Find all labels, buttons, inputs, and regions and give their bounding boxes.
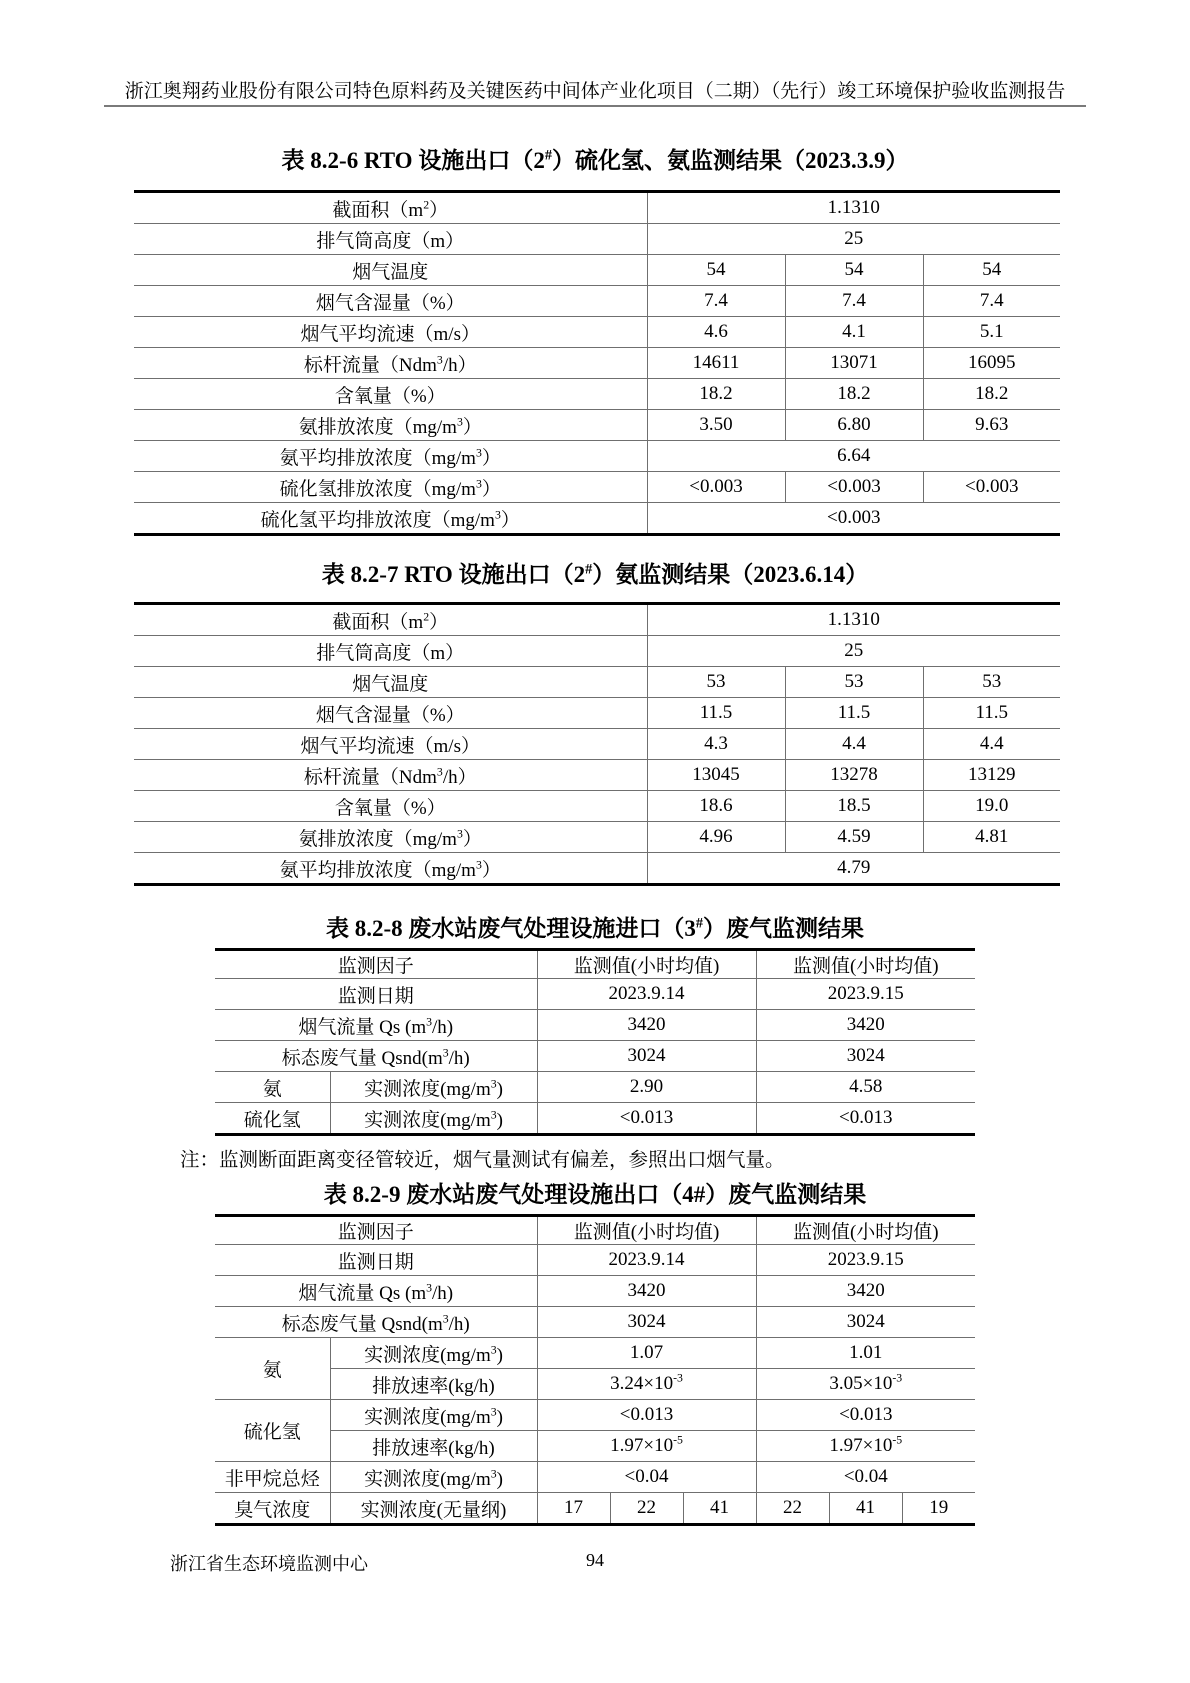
value-cell: 1.1310 (647, 604, 1060, 636)
row-label: 氨平均排放浓度$(mg/m^3)$ (134, 853, 647, 885)
row-group-label: 非甲烷总烃 (215, 1462, 330, 1493)
value-cell: 2023.9.15 (756, 1245, 975, 1276)
table-8-2-8-note: 注：监测断面距离变径管较近，烟气量测试有偏差，参照出口烟气量。 (180, 1150, 785, 1171)
row-label: 烟气平均流速（m/s） (134, 317, 647, 348)
row-label: 实测浓度$(mg/m^3)$ (330, 1462, 537, 1493)
row-label: 烟气温度 (134, 255, 647, 286)
table-row (215, 950, 975, 979)
table-row (215, 979, 975, 1010)
value-cell: 14611 (647, 348, 785, 379)
table-row (134, 698, 1060, 729)
table-row (215, 1338, 975, 1369)
column-header: 监测值(小时均值) (537, 1216, 756, 1245)
value-cell: 54 (647, 255, 785, 286)
table-8-2-9 (215, 1214, 975, 1526)
value-cell: 3024 (537, 1307, 756, 1338)
value-cell: 18.2 (785, 379, 923, 410)
value-cell: 13045 (647, 760, 785, 791)
table-row (215, 1010, 975, 1041)
value-cell: 19 (902, 1493, 975, 1525)
value-cell: 4.1 (785, 317, 923, 348)
value-cell: 18.2 (923, 379, 1060, 410)
value-cell: $3.05\times 10^{-3}$ (756, 1369, 975, 1400)
value-cell: 4.58 (756, 1072, 975, 1103)
table-8-2-7-title: 表 8.2-7 RTO 设施出口（2#）氨监测结果（2023.6.14） (321, 561, 869, 587)
table-8-2-8-title: 表 8.2-8 废水站废气处理设施进口（3#）废气监测结果 (325, 915, 865, 941)
table-row (215, 1462, 975, 1493)
value-cell: <0.003 (647, 503, 1060, 535)
row-group-label: 氨 (215, 1072, 330, 1103)
value-cell: $3.24\times 10^{-3}$ (537, 1369, 756, 1400)
table-8-2-8 (215, 948, 975, 1136)
value-cell: 16095 (923, 348, 1060, 379)
value-cell: <0.003 (923, 472, 1060, 503)
row-label: 排放速率(kg/h) (330, 1431, 537, 1462)
row-label: 含氧量（%） (134, 791, 647, 822)
value-cell: 9.63 (923, 410, 1060, 441)
value-cell: 6.80 (785, 410, 923, 441)
row-group-label: 硫化氢 (215, 1400, 330, 1462)
column-header: 监测值(小时均值) (756, 950, 975, 979)
row-label: 截面积$(m^2)$ (134, 604, 647, 636)
value-cell: <0.013 (756, 1103, 975, 1135)
table-row (215, 1041, 975, 1072)
column-header: 监测因子 (215, 1216, 537, 1245)
value-cell: 3420 (537, 1276, 756, 1307)
column-header: 监测因子 (215, 950, 537, 979)
value-cell: 11.5 (647, 698, 785, 729)
row-group-label: 臭气浓度 (215, 1493, 330, 1525)
value-cell: 18.2 (647, 379, 785, 410)
value-cell: 11.5 (785, 698, 923, 729)
table-row (134, 822, 1060, 853)
value-cell: 22 (756, 1493, 829, 1525)
value-cell: 54 (923, 255, 1060, 286)
value-cell: 4.81 (923, 822, 1060, 853)
value-cell: 41 (829, 1493, 902, 1525)
value-cell: 5.1 (923, 317, 1060, 348)
value-cell: 13278 (785, 760, 923, 791)
table-row (215, 1400, 975, 1431)
value-cell: $1.97\times 10^{-5}$ (756, 1431, 975, 1462)
row-label: 标杆流量（Ndm$^3$/h） (134, 760, 647, 791)
table-row (215, 1493, 975, 1525)
value-cell: 1.07 (537, 1338, 756, 1369)
value-cell: <0.013 (537, 1400, 756, 1431)
row-label: 氨排放浓度$(mg/m^3)$ (134, 822, 647, 853)
page-header: 浙江奥翔药业股份有限公司特色原料药及关键医药中间体产业化项目（二期）（先行）竣工环境保护验收监测报告 (124, 81, 1066, 102)
value-cell: 2023.9.15 (756, 979, 975, 1010)
row-label: 实测浓度$(mg/m^3)$ (330, 1103, 537, 1135)
row-label: 排气筒高度（m） (134, 636, 647, 667)
row-label: 烟气含湿量（%） (134, 286, 647, 317)
table-row (215, 1307, 975, 1338)
row-label: 烟气含湿量（%） (134, 698, 647, 729)
table-row (215, 1216, 975, 1245)
column-header: 监测值(小时均值) (756, 1216, 975, 1245)
table-row (134, 255, 1060, 286)
table-row (134, 604, 1060, 636)
row-label: 硫化氢排放浓度$(mg/m^3)$ (134, 472, 647, 503)
footer-organization: 浙江省生态环境监测中心 (170, 1554, 368, 1574)
table-8-2-6-title: 表 8.2-6 RTO 设施出口（2#）硫化氢、氨监测结果（2023.3.9） (281, 147, 909, 173)
table-row (134, 636, 1060, 667)
value-cell: <0.013 (537, 1103, 756, 1135)
row-label: 标杆流量（Ndm$^3$/h） (134, 348, 647, 379)
table-row (134, 317, 1060, 348)
row-label: 氨平均排放浓度$(mg/m^3)$ (134, 441, 647, 472)
table-row (215, 1072, 975, 1103)
column-header: 监测值(小时均值) (537, 950, 756, 979)
page-number: 94 (586, 1550, 604, 1570)
value-cell: 4.59 (785, 822, 923, 853)
value-cell: 11.5 (923, 698, 1060, 729)
value-cell: 4.4 (923, 729, 1060, 760)
value-cell: 3024 (756, 1307, 975, 1338)
value-cell: 22 (610, 1493, 683, 1525)
table-8-2-6 (134, 190, 1060, 536)
table-row (215, 1103, 975, 1135)
row-label: 实测浓度$(mg/m^3)$ (330, 1338, 537, 1369)
header-rule (104, 105, 1086, 107)
row-label: 实测浓度(无量纲) (330, 1493, 537, 1525)
value-cell: 53 (647, 667, 785, 698)
value-cell: 13129 (923, 760, 1060, 791)
value-cell: 2023.9.14 (537, 1245, 756, 1276)
value-cell: 19.0 (923, 791, 1060, 822)
table-row (134, 286, 1060, 317)
value-cell: 3024 (537, 1041, 756, 1072)
row-group-label: 氨 (215, 1338, 330, 1400)
table-row (215, 1276, 975, 1307)
row-label: 排气筒高度（m） (134, 224, 647, 255)
value-cell: 3420 (756, 1276, 975, 1307)
value-cell: 17 (537, 1493, 610, 1525)
row-label: 实测浓度$(mg/m^3)$ (330, 1072, 537, 1103)
row-label: 标态废气量 $Qsnd(m^3/h)$ (215, 1307, 537, 1338)
value-cell: 1.01 (756, 1338, 975, 1369)
table-8-2-9-title: 表 8.2-9 废水站废气处理设施出口（4#）废气监测结果 (323, 1182, 867, 1207)
row-label: 监测日期 (215, 979, 537, 1010)
value-cell: 3.50 (647, 410, 785, 441)
value-cell: 53 (923, 667, 1060, 698)
value-cell: 3420 (756, 1010, 975, 1041)
row-label: 含氧量（%） (134, 379, 647, 410)
value-cell: 3024 (756, 1041, 975, 1072)
value-cell: 4.3 (647, 729, 785, 760)
table-row (134, 192, 1060, 224)
value-cell: 4.6 (647, 317, 785, 348)
value-cell: 25 (647, 224, 1060, 255)
table-row (134, 472, 1060, 503)
value-cell: 18.5 (785, 791, 923, 822)
value-cell: 53 (785, 667, 923, 698)
table-row (134, 441, 1060, 472)
row-label: 实测浓度$(mg/m^3)$ (330, 1400, 537, 1431)
table-row (134, 853, 1060, 885)
value-cell: 2023.9.14 (537, 979, 756, 1010)
table-row (134, 348, 1060, 379)
table-row (134, 410, 1060, 441)
row-label: 标态废气量 $Qsnd(m^3/h)$ (215, 1041, 537, 1072)
value-cell: 6.64 (647, 441, 1060, 472)
row-label: 监测日期 (215, 1245, 537, 1276)
table-row (134, 503, 1060, 535)
value-cell: 13071 (785, 348, 923, 379)
row-label: 烟气温度 (134, 667, 647, 698)
table-row (215, 1245, 975, 1276)
row-label: 烟气流量 Qs $(m^3/h)$ (215, 1276, 537, 1307)
value-cell: <0.04 (537, 1462, 756, 1493)
value-cell: <0.013 (756, 1400, 975, 1431)
table-row (134, 667, 1060, 698)
row-label: 截面积$(m^2)$ (134, 192, 647, 224)
table-row (134, 791, 1060, 822)
row-label: 烟气流量 Qs $(m^3/h)$ (215, 1010, 537, 1041)
value-cell: 7.4 (785, 286, 923, 317)
table-row (134, 379, 1060, 410)
value-cell: 4.79 (647, 853, 1060, 885)
row-label: 烟气平均流速（m/s） (134, 729, 647, 760)
value-cell: 18.6 (647, 791, 785, 822)
value-cell: 54 (785, 255, 923, 286)
value-cell: 1.1310 (647, 192, 1060, 224)
table-row (134, 729, 1060, 760)
row-label: 硫化氢平均排放浓度$(mg/m^3)$ (134, 503, 647, 535)
value-cell: 25 (647, 636, 1060, 667)
row-group-label: 硫化氢 (215, 1103, 330, 1135)
table-row (134, 760, 1060, 791)
value-cell: 2.90 (537, 1072, 756, 1103)
value-cell: 41 (683, 1493, 756, 1525)
row-label: 氨排放浓度$(mg/m^3)$ (134, 410, 647, 441)
table-row (134, 224, 1060, 255)
value-cell: 4.96 (647, 822, 785, 853)
table-8-2-7 (134, 602, 1060, 886)
value-cell: <0.003 (785, 472, 923, 503)
value-cell: 7.4 (923, 286, 1060, 317)
value-cell: $1.97\times 10^{-5}$ (537, 1431, 756, 1462)
value-cell: <0.003 (647, 472, 785, 503)
value-cell: 7.4 (647, 286, 785, 317)
value-cell: 3420 (537, 1010, 756, 1041)
value-cell: <0.04 (756, 1462, 975, 1493)
row-label: 排放速率(kg/h) (330, 1369, 537, 1400)
value-cell: 4.4 (785, 729, 923, 760)
